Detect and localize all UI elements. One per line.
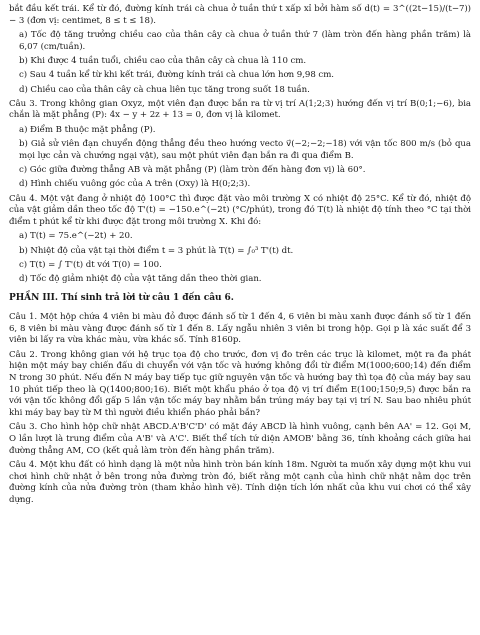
paragraph: bắt đầu kết trái. Kể từ đó, đường kính trái cà chua ở tuần thứ t xấp xỉ bởi hàm số d(t) = 3^((2t−15)/(t−7)) − 3 (đơn vị: centimet, 8 ≤ t ≤ 18).	[9, 4, 471, 26]
part3-question-2: Câu 2. Trong không gian với hệ trục tọa độ cho trước, đơn vị đo trên các trục là kilomet, một ra đa phát hiện một máy bay chiến đấu di chuyển với vận tốc và hướng không đổi từ điểm M(1000;600;14) đến điểm N trong 30 phút. Nếu đến N máy bay tiếp tục giữ nguyên vận tốc và hướng bay thì tọa độ của máy bay sau 10 phút tiếp theo là Q(1400;800;16). Biết một khẩu pháo ở tọa độ vị trí điểm E(100;150;9,5) được bắn ra với vận tốc không đổi gấp 5 lần vận tốc máy bay nhằm bắn trúng máy bay tại vị trí N. Sau bao nhiêu phút khi máy bay bay từ M thì người điều khiển pháo phải bắn?	[9, 349, 471, 419]
statement-b: b) Giả sử viên đạn chuyển động thẳng đều theo hướng vecto v⃗(−2;−2;−18) với vận tốc 800 m/s (bỏ qua mọi lực cản và chướng ngại vật), sau một phút viên đạn bắn ra đi qua điểm B.	[19, 139, 471, 161]
statement-d: d) Hình chiếu vuông góc của A trên (Oxy) là H(0;2;3).	[19, 179, 251, 190]
section-heading: PHẦN III. Thí sinh trả lời từ câu 1 đến câu 6.	[9, 292, 234, 303]
statement-a: a) Điểm B thuộc mặt phẳng (P).	[19, 124, 156, 135]
part3-question-4: Câu 4. Một khu đất có hình dạng là một nửa hình tròn bán kính 18m. Người ta muốn xây dựng một khu vui chơi hình chữ nhật ở bên trong nửa đường tròn đó, biết rằng một cạnh của hình chữ nhật nằm dọc trên đường kính của nửa đường tròn (tham khảo hình vẽ). Tính diện tích lớn nhất của khu vui chơi có thể xây dựng.	[9, 460, 471, 506]
statement-d: d) Tốc độ giảm nhiệt độ của vật tăng dần theo thời gian.	[19, 274, 262, 285]
statement-d: d) Chiều cao của thân cây cà chua liên tục tăng trong suốt 18 tuần.	[19, 84, 310, 95]
statement-c: c) Sau 4 tuần kể từ khi kết trái, đường kính trái cà chua lớn hơn 9,98 cm.	[19, 70, 334, 81]
part3-question-3: Câu 3. Cho hình hộp chữ nhật ABCD.A'B'C'D' có mặt đáy ABCD là hình vuông, cạnh bên AA' = 12. Gọi M, O lần lượt là trung điểm của A'B' và A'C'. Biết thể tích tứ diện AMOB' bằng 36, tính khoảng cách giữa hai đường thẳng AM, CO (kết quả làm tròn đến hàng phần trăm).	[9, 422, 471, 456]
statement-a: a) T(t) = 75.e^(−2t) + 20.	[19, 231, 133, 242]
statement-b: b) Nhiệt độ của vật tại thời điểm t = 3 phút là T(t) = ∫₀³ T'(t) dt.	[19, 245, 294, 256]
statement-a: a) Tốc độ tăng trưởng chiều cao của thân cây cà chua ở tuần thứ 7 (làm tròn đến hàng phần trăm) là 6,07 (cm/tuần).	[19, 29, 471, 52]
question-3: Câu 3. Trong không gian Oxyz, một viên đạn được bắn ra từ vị trí A(1;2;3) hướng đến vị trí B(0;1;−6), bia chắn là mặt phẳng (P): 4x − y + 2z + 13 = 0, đơn vị là kilomet.	[9, 98, 471, 121]
statement-c: c) T(t) = ∫ T'(t) dt với T(0) = 100.	[19, 259, 162, 270]
statement-c: c) Góc giữa đường thẳng AB và mặt phẳng (P) (làm tròn đến hàng đơn vị) là 60°.	[19, 165, 366, 175]
part3-question-1: Câu 1. Một hộp chứa 4 viên bi màu đỏ được đánh số từ 1 đến 4, 6 viên bi màu xanh được đánh số từ 1 đến 6, 8 viên bi màu vàng được đánh số từ 1 đến 8. Lấy ngẫu nhiên 3 viên bi trong hộp. Gọi p là xác suất để 3 viên bi lấy ra vừa khác màu, vừa khác số. Tính 8160p.	[9, 311, 471, 346]
question-4: Câu 4. Một vật đang ở nhiệt độ 100°C thì được đặt vào môi trường X có nhiệt độ 25°C. Kể từ đó, nhiệt độ của vật giảm dần theo tốc độ T'(t) = −150.e^(−2t) (°C/phút), trong đó T(t) là nhiệt độ tính theo °C tại thời điểm t phút kể từ khi được đặt trong môi trường X. Khi đó:	[9, 193, 471, 227]
statement-b: b) Khi được 4 tuần tuổi, chiều cao của thân cây cà chua là 110 cm.	[19, 55, 307, 66]
